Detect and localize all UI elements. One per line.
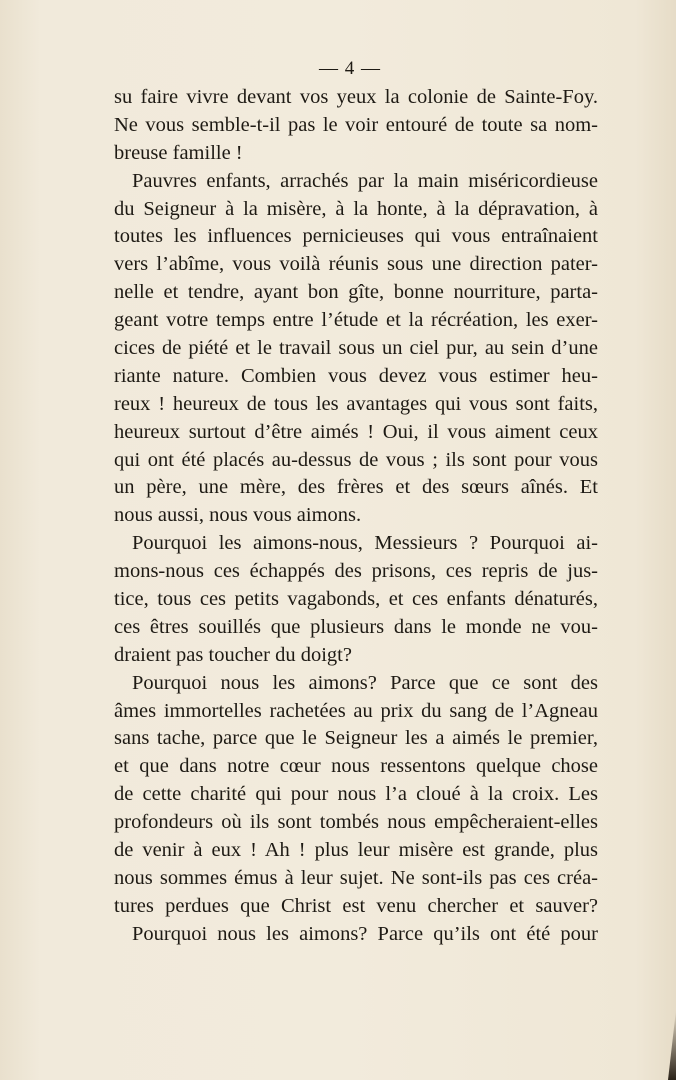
- text-line: breuse famille !: [114, 141, 243, 164]
- text-line: heureux surtout d’être aimés ! Oui, il vous aiment ceux: [114, 420, 598, 443]
- text-line: mons-nous ces échappés des prisons, ces repris de jus-: [114, 560, 598, 583]
- text-line: et que dans notre cœur nous ressentons quelque chose: [114, 755, 598, 778]
- text-line: âmes immortelles rachetées au prix du sang de l’Agneau: [114, 699, 598, 722]
- text-line: Pourquoi nous les aimons? Parce que ce sont des: [132, 671, 598, 694]
- page-edge-shadow: [668, 1010, 676, 1080]
- text-line: toutes les influences pernicieuses qui vous entraînaient: [114, 225, 598, 248]
- text-line: de cette charité qui pour nous l’a cloué à la croix. Les: [114, 783, 598, 806]
- text-line: draient pas toucher du doigt?: [114, 643, 352, 666]
- text-line: nelle et tendre, ayant bon gîte, bonne nourriture, parta-: [114, 281, 598, 304]
- text-line: sans tache, parce que le Seigneur les a aimés le premier,: [114, 727, 598, 750]
- text-line: Pourquoi nous les aimons? Parce qu’ils ont été pour: [132, 922, 598, 945]
- text-line: Pauvres enfants, arrachés par la main miséricordieuse: [132, 169, 598, 192]
- text-line: tice, tous ces petits vagabonds, et ces enfants dénaturés,: [114, 588, 598, 611]
- body-text: [114, 84, 598, 949]
- text-line: du Seigneur à la misère, à la honte, à la dépravation, à: [114, 197, 598, 220]
- text-line: profondeurs où ils sont tombés nous empêcheraient-elles: [114, 811, 598, 834]
- text-line: un père, une mère, des frères et des sœurs aînés. Et: [114, 476, 598, 499]
- text-line: qui ont été placés au-dessus de vous ; ils sont pour vous: [114, 448, 598, 471]
- text-line: Pourquoi les aimons-nous, Messieurs ? Pourquoi ai-: [132, 532, 598, 555]
- text-line: tures perdues que Christ est venu chercher et sauver?: [114, 894, 598, 917]
- text-line: cices de piété et le travail sous un ciel pur, au sein d’une: [114, 337, 598, 360]
- text-line: geant votre temps entre l’étude et la récréation, les exer-: [114, 309, 598, 332]
- text-line: vers l’abîme, vous voilà réunis sous une direction pater-: [114, 253, 598, 276]
- text-line: Ne vous semble-t-il pas le voir entouré de toute sa nom-: [114, 113, 598, 136]
- page-number: — 4 —: [319, 58, 381, 79]
- text-line: reux ! heureux de tous les avantages qui vous sont faits,: [114, 392, 598, 415]
- text-line: ces êtres souillés que plusieurs dans le monde ne vou-: [114, 615, 598, 638]
- text-line: de venir à eux ! Ah ! plus leur misère est grande, plus: [114, 839, 598, 862]
- text-line: riante nature. Combien vous devez vous estimer heu-: [114, 364, 598, 387]
- text-line: su faire vivre devant vos yeux la colonie de Sainte-Foy.: [114, 86, 598, 108]
- text-line: nous sommes émus à leur sujet. Ne sont-ils pas ces créa-: [114, 866, 598, 889]
- text-line: nous aussi, nous vous aimons.: [114, 504, 362, 527]
